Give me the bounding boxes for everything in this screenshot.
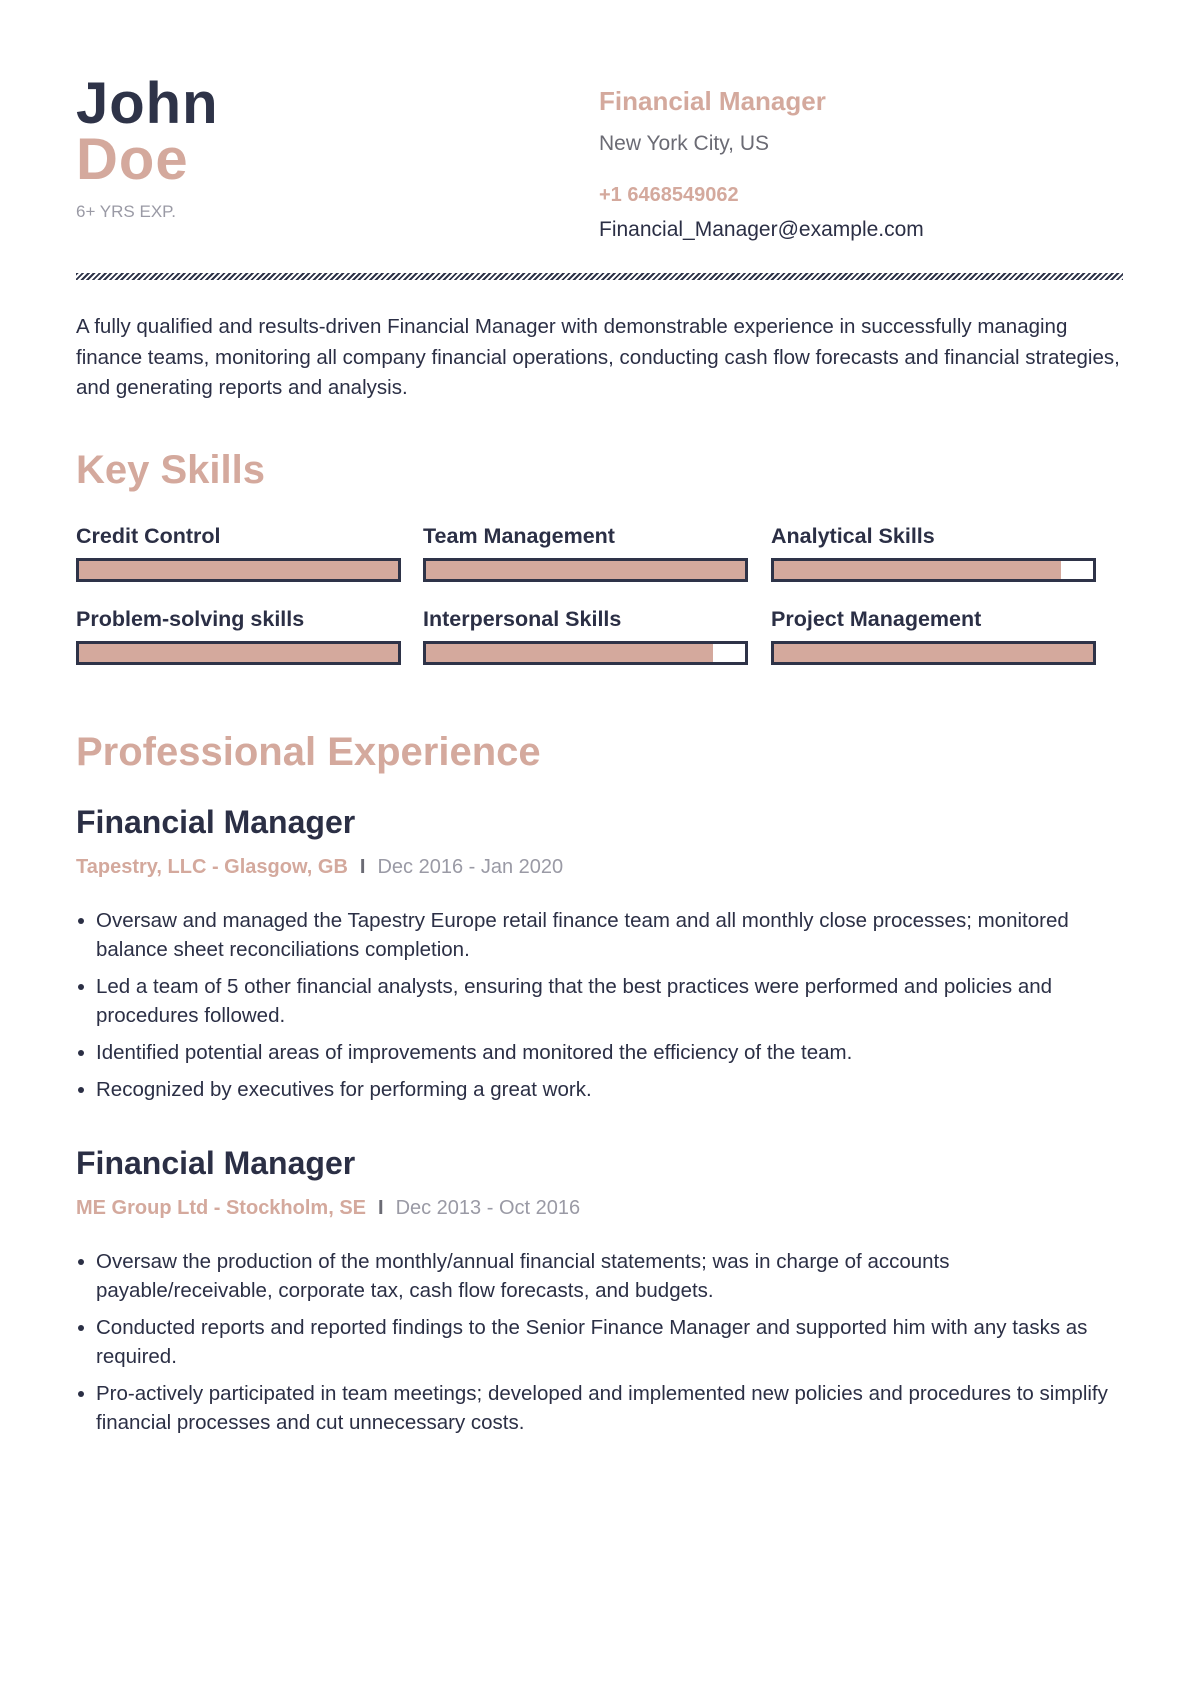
job-bullets (76, 1247, 1126, 1445)
skill-name: Interpersonal Skills (423, 607, 622, 631)
list-item: Recognized by executives for performing a great work. (76, 1075, 1126, 1104)
skill-bar-fill (774, 644, 1093, 662)
meta-separator: I (359, 856, 366, 878)
meta-separator: I (378, 1197, 384, 1219)
skills-section-title: Key Skills (76, 448, 266, 492)
job-bullets (76, 906, 1126, 1112)
skill-bar-fill (79, 644, 398, 662)
years-experience: 6+ YRS EXP. (76, 202, 177, 221)
location: New York City, US (599, 132, 769, 155)
skill-bar (76, 641, 401, 665)
list-item: Pro-actively participated in team meetings; developed and implemented new policies and procedures to simplify financial processes and cut unnecessary costs. (76, 1379, 1126, 1437)
job-role: Financial Manager (76, 1145, 356, 1181)
skill-bar (76, 558, 401, 582)
first-name: John (76, 71, 219, 136)
skill-name: Analytical Skills (771, 524, 935, 548)
job-meta (76, 856, 563, 879)
profile-summary: A fully qualified and results-driven Financial Manager with demonstrable experience in successfully managing finance teams, monitoring all company financial operations, conducting cash flow forecasts and financial strategies, and generating reports and analysis. (76, 315, 1120, 399)
job-dates: Dec 2013 - Oct 2016 (395, 1197, 581, 1219)
job-dates: Dec 2016 - Jan 2020 (377, 856, 564, 878)
company-location: Tapestry, LLC - Glasgow, GB (76, 856, 348, 878)
list-item: Conducted reports and reported findings to the Senior Finance Manager and supported him with any tasks as required. (76, 1313, 1126, 1371)
skill-bar-fill (426, 644, 713, 662)
company-location: ME Group Ltd - Stockholm, SE (76, 1197, 366, 1219)
job-title: Financial Manager (599, 86, 826, 116)
skill-bar-fill (79, 561, 398, 579)
header-divider (76, 273, 1123, 280)
skill-bar-fill (774, 561, 1061, 579)
last-name: Doe (76, 127, 189, 192)
skill-bar-fill (426, 561, 745, 579)
list-item: Led a team of 5 other financial analysts, ensuring that the best practices were performed and policies and procedures followed. (76, 972, 1126, 1030)
skill-item (771, 603, 1096, 665)
email-address: Financial_Manager@example.com (599, 218, 924, 241)
skill-bar (771, 641, 1096, 665)
skill-name: Credit Control (76, 524, 221, 548)
list-item: Oversaw the production of the monthly/annual financial statements; was in charge of accounts payable/receivable, corporate tax, cash flow forecasts, and budgets. (76, 1247, 1126, 1305)
phone-number: +1 6468549062 (599, 184, 739, 206)
skill-item (423, 520, 748, 582)
skill-name: Problem-solving skills (76, 607, 305, 631)
skill-item (771, 520, 1096, 582)
job-role: Financial Manager (76, 804, 356, 840)
skill-name: Team Management (423, 524, 615, 548)
skill-bar (423, 558, 748, 582)
skill-item (76, 520, 401, 582)
skill-item (76, 603, 401, 665)
job-meta (76, 1197, 580, 1220)
list-item: Oversaw and managed the Tapestry Europe retail finance team and all monthly close processes; monitored balance sheet reconciliations completion. (76, 906, 1126, 964)
skill-item (423, 603, 748, 665)
experience-section-title: Professional Experience (76, 730, 541, 774)
list-item: Identified potential areas of improvements and monitored the efficiency of the team. (76, 1038, 1126, 1067)
skill-name: Project Management (771, 607, 982, 631)
skill-bar (423, 641, 748, 665)
skill-bar (771, 558, 1096, 582)
